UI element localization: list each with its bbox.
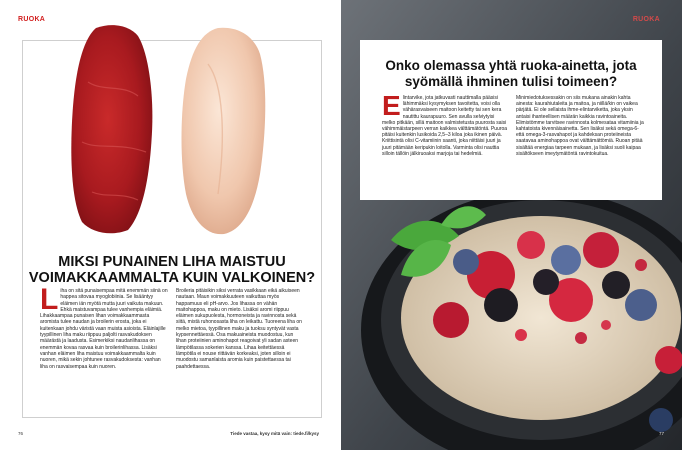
section-label: RUOKA	[18, 16, 46, 23]
left-column-2: Broileria pitäisikin siksi verrata vasikkaan eikä aikuiseen nautaan. Maun voimakkuuteen vaikuttaa myös happamuus eli pH-arvo. Jos lihassa on vähän maitohappoa, maku on mieto. Lisäksi aromi riippuu eläimen sukupuolesta, hormoneista ja ravinnosta sekä siitä, mistä ruhonosasta liha on leikattu. Tuoreena liha on melko mietoa, tyypillinen maku ja tuoksu syntyvät vasta kypsennettäessä. Osa makuaineista muodostuu, kun lihan proteiinien aminohapot reagoivat yli sadan asteen lämpötilassa sokerien kanssa. Lihaa keitettäessä lämpötila ei nouse riittävän korkeaksi, joten silloin ei muodostu samanlaista aromia kuin paistettaessa tai paahdettaessa.	[176, 288, 302, 370]
left-column-1	[40, 283, 168, 370]
right-column-1	[382, 90, 508, 157]
page-number-right: 77	[658, 431, 664, 436]
right-column-2: Minimiedotuksessakin on siis mukana ainakin kahta ainesta: kaurahiutaleita ja maitoa, ja niillä/kin on vaikea pärjätä. Ei ole sellaista ihme-elintarviketta, joka yksin antaisi ihanteellisen määrän kaikkia ravintoaineita. Elimistömme tarvitsee ravinnosta kolmesataa vitamiinia ja kahtatoista kivennäisainetta. Sen lisäksi sekä omega-6- että omega-3-rasvahapot ja kahdeksan proteiineista saatavaa aminohappoa ovat välttämättömiä. Ruoan pitää sisältää energiaa tarpeen mukaan, ja lisäksi suoli kaipaa sisältökseen imeytymätöntä ravintokuitua.	[516, 95, 644, 157]
chicken-breast-photo	[178, 24, 270, 236]
right-headline: Onko olemassa yhtä ruoka-ainetta, jota syömällä ihminen tulisi toimeen?	[385, 58, 637, 89]
dropcap: L	[40, 283, 59, 316]
red-meat-photo	[68, 22, 158, 237]
left-headline: MIKSI PUNAINEN LIHA MAISTUU VOIMAKKAAMMALTA KUIN VALKOINEN?	[28, 254, 316, 286]
page-number-left: 76	[18, 431, 24, 436]
section-label-right: RUOKA	[632, 16, 660, 23]
right-column-1-text: lintarvike, jota jatkuvasti nauttimalla pääsisi lähimmäksi kysymyksen tavoitetta, voisi olla vähärasvaiseen maitoon keitetty tai sen kera nautittu kaurapuuro. Sen avulla selviytyisi melko pitkään, sillä maitoon valmistetusta puurosta saisi vähimmäistarpeen verran kaikkea välttämätöntä. Puuroa pitäisi kuitenkin lusikoida 2,5–3 kiloa joka ikinen päivä. Kriittisintä olisi C-vitamiinin saanti, joka niittäisi juuri ja juuri pitämään keripukin loitolla. Varminta olisi nauttia silloin tällöin jälkiruoaksi marjoja tai hedelmiä.	[382, 95, 508, 157]
dropcap-right: E	[382, 90, 401, 121]
running-footer: Tiede vastaa, kysy mitä vain: tiede.fi/kysy	[230, 431, 319, 436]
left-column-1-text: iha on sitä punaisempaa mitä enemmän siinä on happea sitovaa myoglobiinia. Se lisääntyy eläimen iän myötä mutta juuri vaikuta makuun. Ehkä maistuvampaa tulee vanhempia eläimiä. Lihakkaampaa punaisen lihan voimakkaammasta aromista tulee naudan ja broilerin erosta, joka ei kuitenkaan johdu väristä vaan muista asioista. Eläinlajille tyypillinen liha maku riippuu paljolti rasvakudoksen määrästä ja laadusta. Esimerkiksi naudanlihassa on enemmän kovaa rasvaa kuin broilerinlihassa. Lisäksi vanhan eläimen liha maistuu voimakkaammalta kuin nuoren, mikä sekin johtunee rasvakudoksesta: vanhan liha on rasvaisempaa kuin nuoren.	[40, 288, 168, 370]
